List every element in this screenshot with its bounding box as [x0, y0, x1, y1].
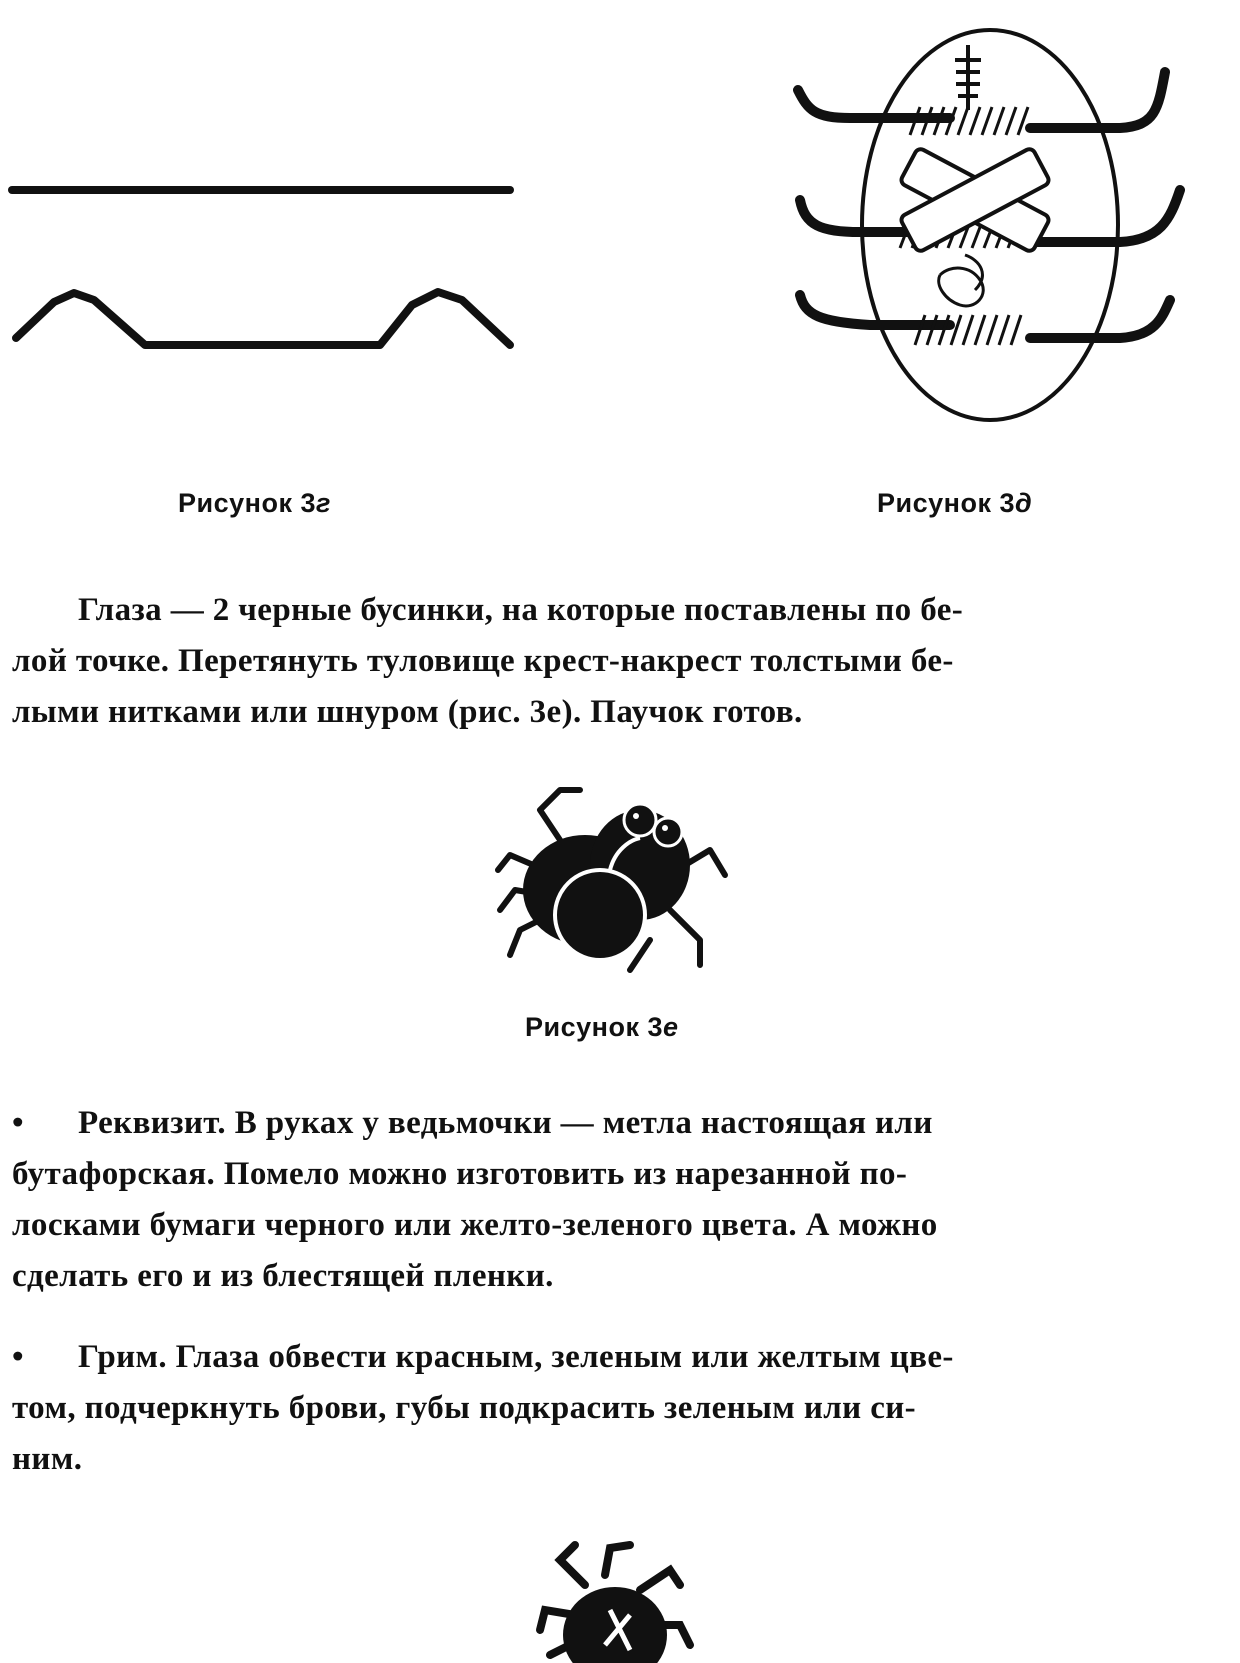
text-line: Глаза — 2 черные бусинки, на которые поставлены по бе-: [78, 592, 964, 628]
text-line: сделать его и из блестящей пленки.: [12, 1258, 554, 1294]
text-line-content: Реквизит. В руках у ведьмочки — метла настоящая или: [78, 1105, 933, 1141]
spider-eye-highlight: [633, 813, 639, 819]
spider-head-part: [555, 870, 645, 960]
figure-3e-spider: [490, 770, 750, 980]
caption-label: Рисунок 3: [877, 488, 1015, 518]
paragraph-eyes: [12, 585, 1224, 738]
small-spider-illustration: [530, 1540, 700, 1663]
text-line: бутафорская. Помело можно изготовить из нарезанной по-: [12, 1156, 908, 1192]
paragraph-makeup: [12, 1332, 1224, 1485]
caption-letter: д: [1014, 488, 1033, 518]
caption-letter: е: [662, 1012, 679, 1042]
paragraph-props: [12, 1098, 1224, 1302]
caption-letter: г: [315, 488, 331, 518]
spider-eye: [654, 818, 682, 846]
caption-figure-3g: [178, 488, 331, 519]
text-line: лой точке. Перетянуть туловище крест-накрест толстыми бе-: [12, 643, 954, 679]
text-line: лыми нитками или шнуром (рис. 3е). Паучок готов.: [12, 694, 803, 730]
frame-bottom-tangle: [939, 255, 984, 306]
caption-figure-3d: [877, 488, 1032, 519]
figure-3d-spider-frame: [790, 10, 1240, 430]
frame-antenna: [955, 45, 981, 110]
text-line: ним.: [12, 1441, 83, 1477]
text-line-content: Грим. Глаза обвести красным, зеленым или желтым цве-: [78, 1339, 954, 1375]
text-line: лосками бумаги черного или желто-зеленого цвета. А можно: [12, 1207, 938, 1243]
caption-label: Рисунок 3: [525, 1012, 663, 1042]
spider-eye: [624, 804, 656, 836]
bent-wire: [16, 292, 510, 345]
caption-figure-3e: [525, 1012, 679, 1043]
bullet: •: [12, 1339, 24, 1375]
text-line: том, подчеркнуть брови, губы подкрасить зеленым или си-: [12, 1390, 917, 1426]
text-line: [12, 1098, 1224, 1149]
figure-3g-wires: [0, 150, 520, 360]
text-line: [12, 1332, 1224, 1383]
caption-label: Рисунок 3: [178, 488, 316, 518]
bullet: •: [12, 1105, 24, 1141]
spider-eye-highlight: [662, 825, 668, 831]
